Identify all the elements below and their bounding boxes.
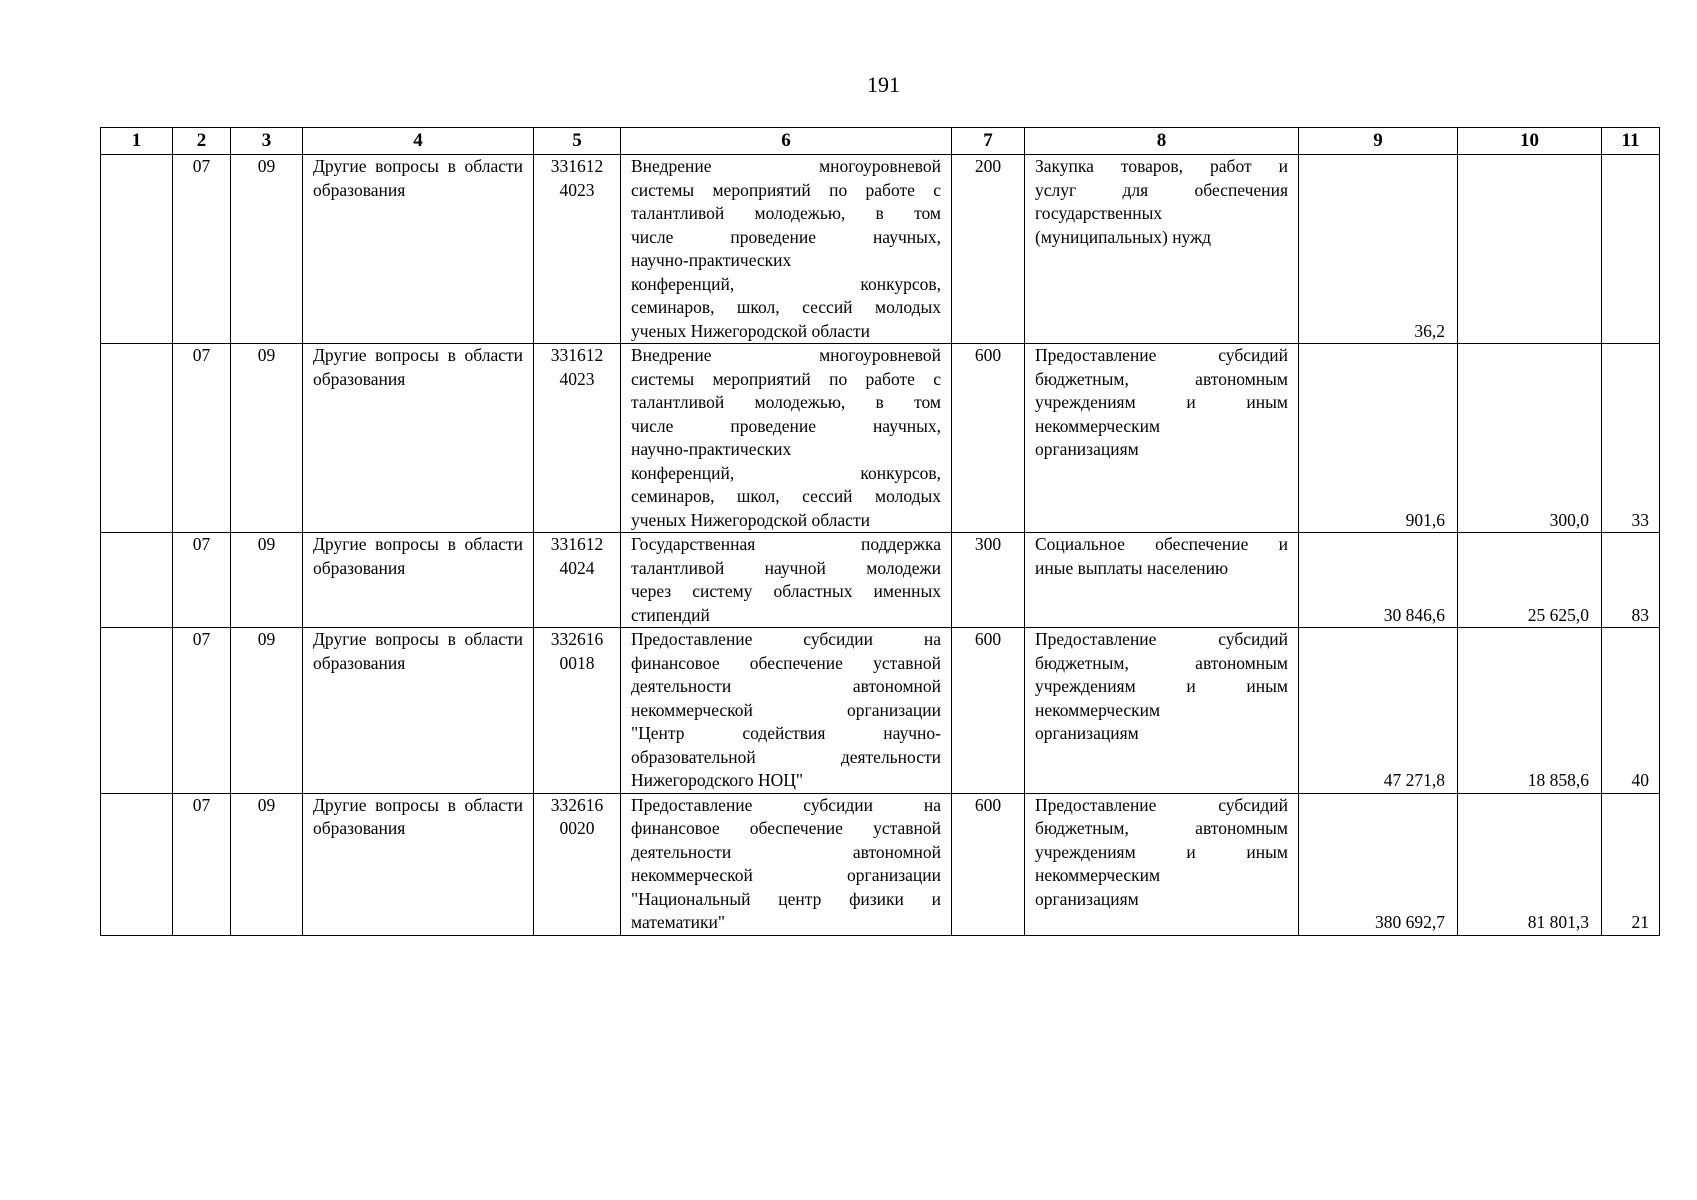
cell-description-line: стипендий bbox=[631, 604, 710, 625]
cell-expense-type: 200 bbox=[952, 155, 1025, 344]
table-row bbox=[101, 793, 1660, 935]
cell-expense-name-line: некоммерческим bbox=[1035, 415, 1161, 436]
cell-expense-type: 300 bbox=[952, 533, 1025, 628]
cell-description-line: Внедрение многоуровневой bbox=[631, 156, 941, 176]
header-cell: 11 bbox=[1602, 128, 1660, 155]
cell-section: 07 bbox=[173, 533, 231, 628]
cell-description bbox=[621, 344, 952, 533]
cell-description-line: деятельности автономной bbox=[631, 676, 941, 696]
cell-description-line: "Центр содействия научно- bbox=[631, 723, 941, 743]
cell-value-9: 47 271,8 bbox=[1299, 628, 1458, 794]
header-cell: 5 bbox=[534, 128, 621, 155]
cell-expense-name-line: организациям bbox=[1035, 439, 1139, 459]
cell-description-line: семинаров, школ, сессий молодых bbox=[631, 297, 941, 317]
cell-subsection: 09 bbox=[231, 628, 303, 794]
cell-expense-name-line: учреждениям и иным bbox=[1035, 841, 1288, 862]
cell-value-9: 380 692,7 bbox=[1299, 793, 1458, 935]
header-cell: 2 bbox=[173, 128, 231, 155]
header-cell: 10 bbox=[1458, 128, 1602, 155]
cell-expense-name-line: иные выплаты населению bbox=[1035, 557, 1229, 578]
cell-expense-name-line: Социальное обеспечение и bbox=[1035, 534, 1288, 554]
table-row bbox=[101, 344, 1660, 533]
cell-value-11: 40 bbox=[1602, 628, 1660, 794]
header-cell: 6 bbox=[621, 128, 952, 155]
cell-description-line: талантливой молодежью, в том bbox=[631, 203, 941, 223]
cell-subsection: 09 bbox=[231, 793, 303, 935]
cell-expense-name-line: Предоставление субсидий bbox=[1035, 629, 1288, 649]
cell-expense-name-line: организациям bbox=[1035, 888, 1139, 909]
cell-description-line: деятельности автономной bbox=[631, 841, 941, 862]
cell-value-9: 901,6 bbox=[1299, 344, 1458, 533]
cell-expense-type: 600 bbox=[952, 628, 1025, 794]
cell-value-10: 18 858,6 bbox=[1458, 628, 1602, 794]
cell-description-line: математики" bbox=[631, 912, 725, 932]
cell-value-11: 83 bbox=[1602, 533, 1660, 628]
cell-value-10 bbox=[1458, 155, 1602, 344]
cell-expense-name-line: некоммерческим bbox=[1035, 699, 1161, 720]
cell-section-name: Другие вопросы в области образования bbox=[303, 533, 534, 628]
cell-target-code: 332616 0020 bbox=[534, 793, 621, 935]
header-cell: 3 bbox=[231, 128, 303, 155]
cell-expense-name-line: Предоставление субсидий bbox=[1035, 345, 1288, 365]
cell-description bbox=[621, 533, 952, 628]
cell-description-line: Государственная поддержка bbox=[631, 534, 941, 554]
cell-expense-name-line: учреждениям и иным bbox=[1035, 392, 1288, 412]
cell-col-1 bbox=[101, 793, 173, 935]
cell-value-11: 33 bbox=[1602, 344, 1660, 533]
cell-description-line: Нижегородского НОЦ" bbox=[631, 770, 804, 790]
cell-value-10: 300,0 bbox=[1458, 344, 1602, 533]
cell-description-line: семинаров, школ, сессий молодых bbox=[631, 486, 941, 506]
budget-table bbox=[100, 127, 1660, 936]
cell-description-line: конференций, конкурсов, bbox=[631, 273, 941, 294]
cell-value-11: 21 bbox=[1602, 793, 1660, 935]
cell-expense-name-line: учреждениям и иным bbox=[1035, 676, 1288, 696]
cell-description-line: научно-практических bbox=[631, 439, 792, 459]
cell-expense-name-line: Предоставление субсидий bbox=[1035, 794, 1288, 815]
cell-expense-name-line: услуг для обеспечения bbox=[1035, 179, 1288, 200]
cell-subsection: 09 bbox=[231, 344, 303, 533]
cell-expense-type: 600 bbox=[952, 793, 1025, 935]
cell-expense-name-line: некоммерческим bbox=[1035, 865, 1161, 885]
cell-col-1 bbox=[101, 628, 173, 794]
cell-target-code: 331612 4024 bbox=[534, 533, 621, 628]
cell-description bbox=[621, 155, 952, 344]
table-row bbox=[101, 533, 1660, 628]
header-cell: 7 bbox=[952, 128, 1025, 155]
table-row bbox=[101, 628, 1660, 794]
cell-target-code: 331612 4023 bbox=[534, 155, 621, 344]
cell-value-10: 81 801,3 bbox=[1458, 793, 1602, 935]
cell-description-line: Предоставление субсидии на bbox=[631, 794, 941, 815]
cell-description-line: системы мероприятий по работе с bbox=[631, 368, 941, 389]
cell-description bbox=[621, 628, 952, 794]
cell-description-line: финансовое обеспечение уставной bbox=[631, 818, 941, 838]
cell-col-1 bbox=[101, 533, 173, 628]
cell-description-line: "Национальный центр физики и bbox=[631, 888, 941, 909]
table-row bbox=[101, 155, 1660, 344]
cell-value-10: 25 625,0 bbox=[1458, 533, 1602, 628]
cell-section-name: Другие вопросы в области образования bbox=[303, 793, 534, 935]
cell-expense-name-line: бюджетным, автономным bbox=[1035, 652, 1288, 673]
cell-description-line: образовательной деятельности bbox=[631, 746, 941, 767]
header-cell: 8 bbox=[1025, 128, 1299, 155]
cell-expense-name bbox=[1025, 793, 1299, 935]
cell-description-line: числе проведение научных, bbox=[631, 226, 941, 247]
cell-description-line: ученых Нижегородской области bbox=[631, 509, 870, 530]
cell-description-line: системы мероприятий по работе с bbox=[631, 179, 941, 200]
cell-subsection: 09 bbox=[231, 533, 303, 628]
cell-section-name: Другие вопросы в области образования bbox=[303, 628, 534, 794]
header-cell: 9 bbox=[1299, 128, 1458, 155]
cell-subsection: 09 bbox=[231, 155, 303, 344]
cell-expense-name bbox=[1025, 628, 1299, 794]
cell-expense-name bbox=[1025, 344, 1299, 533]
cell-value-9: 36,2 bbox=[1299, 155, 1458, 344]
cell-description-line: финансовое обеспечение уставной bbox=[631, 652, 941, 673]
cell-description-line: Внедрение многоуровневой bbox=[631, 345, 941, 365]
cell-col-1 bbox=[101, 344, 173, 533]
header-cell: 1 bbox=[101, 128, 173, 155]
cell-expense-name-line: бюджетным, автономным bbox=[1035, 818, 1288, 838]
header-row bbox=[101, 128, 1660, 155]
cell-section: 07 bbox=[173, 628, 231, 794]
cell-col-1 bbox=[101, 155, 173, 344]
cell-expense-name-line: (муниципальных) нужд bbox=[1035, 226, 1212, 247]
header-cell: 4 bbox=[303, 128, 534, 155]
cell-expense-name bbox=[1025, 533, 1299, 628]
cell-description-line: через систему областных именных bbox=[631, 581, 941, 601]
cell-description-line: конференций, конкурсов, bbox=[631, 462, 941, 483]
cell-expense-type: 600 bbox=[952, 344, 1025, 533]
cell-expense-name bbox=[1025, 155, 1299, 344]
cell-description bbox=[621, 793, 952, 935]
cell-expense-name-line: государственных bbox=[1035, 203, 1163, 223]
cell-target-code: 331612 4023 bbox=[534, 344, 621, 533]
cell-section-name: Другие вопросы в области образования bbox=[303, 155, 534, 344]
cell-expense-name-line: Закупка товаров, работ и bbox=[1035, 156, 1288, 176]
cell-description-line: научно-практических bbox=[631, 250, 792, 270]
cell-value-9: 30 846,6 bbox=[1299, 533, 1458, 628]
cell-description-line: талантливой молодежью, в том bbox=[631, 392, 941, 412]
page-number: 191 bbox=[867, 72, 900, 97]
cell-description-line: некоммерческой организации bbox=[631, 865, 941, 885]
cell-description-line: числе проведение научных, bbox=[631, 415, 941, 436]
cell-description-line: ученых Нижегородской области bbox=[631, 320, 870, 341]
cell-expense-name-line: бюджетным, автономным bbox=[1035, 368, 1288, 389]
cell-description-line: некоммерческой организации bbox=[631, 699, 941, 720]
cell-description-line: Предоставление субсидии на bbox=[631, 629, 941, 649]
cell-section: 07 bbox=[173, 155, 231, 344]
cell-expense-name-line: организациям bbox=[1035, 723, 1139, 743]
cell-value-11 bbox=[1602, 155, 1660, 344]
cell-section: 07 bbox=[173, 793, 231, 935]
cell-target-code: 332616 0018 bbox=[534, 628, 621, 794]
cell-section: 07 bbox=[173, 344, 231, 533]
cell-section-name: Другие вопросы в области образования bbox=[303, 344, 534, 533]
cell-description-line: талантливой научной молодежи bbox=[631, 557, 941, 578]
